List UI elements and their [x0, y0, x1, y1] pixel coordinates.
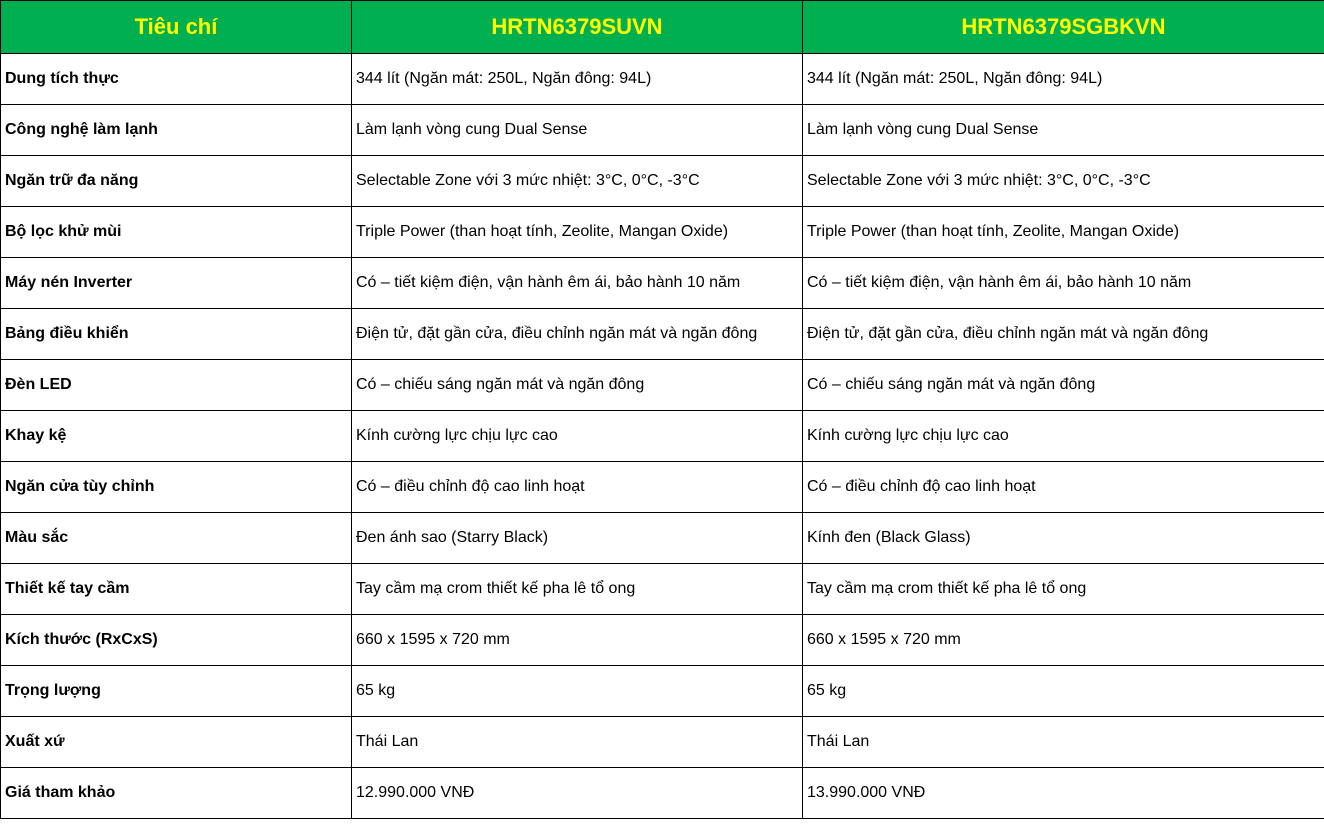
table-row: [1, 54, 1324, 105]
model-b-cell: Làm lạnh vòng cung Dual Sense: [803, 105, 1324, 156]
criteria-cell: Bảng điều khiển: [1, 309, 352, 360]
criteria-cell: Xuất xứ: [1, 717, 352, 768]
model-a-cell: Có – chiếu sáng ngăn mát và ngăn đông: [352, 360, 803, 411]
header-criteria: Tiêu chí: [1, 1, 352, 54]
criteria-cell: Thiết kế tay cầm: [1, 564, 352, 615]
model-a-cell: Có – điều chỉnh độ cao linh hoạt: [352, 462, 803, 513]
model-a-cell: 660 x 1595 x 720 mm: [352, 615, 803, 666]
table-row: [1, 309, 1324, 360]
header-model-b: HRTN6379SGBKVN: [803, 1, 1324, 54]
criteria-cell: Công nghệ làm lạnh: [1, 105, 352, 156]
model-b-cell: Thái Lan: [803, 717, 1324, 768]
model-a-cell: Triple Power (than hoạt tính, Zeolite, Mangan Oxide): [352, 207, 803, 258]
criteria-cell: Dung tích thực: [1, 54, 352, 105]
criteria-cell: Kích thước (RxCxS): [1, 615, 352, 666]
model-a-cell: 65 kg: [352, 666, 803, 717]
model-b-cell: Tay cầm mạ crom thiết kế pha lê tổ ong: [803, 564, 1324, 615]
model-a-cell: Làm lạnh vòng cung Dual Sense: [352, 105, 803, 156]
model-a-cell: Có – tiết kiệm điện, vận hành êm ái, bảo hành 10 năm: [352, 258, 803, 309]
header-row: [1, 1, 1324, 54]
model-a-cell: Đen ánh sao (Starry Black): [352, 513, 803, 564]
table-row: [1, 360, 1324, 411]
table-row: [1, 462, 1324, 513]
table-row: [1, 105, 1324, 156]
model-b-cell: 65 kg: [803, 666, 1324, 717]
model-b-cell: Triple Power (than hoạt tính, Zeolite, Mangan Oxide): [803, 207, 1324, 258]
model-b-cell: 660 x 1595 x 720 mm: [803, 615, 1324, 666]
table-row: [1, 666, 1324, 717]
criteria-cell: Đèn LED: [1, 360, 352, 411]
table-header: [1, 1, 1324, 54]
criteria-cell: Giá tham khảo: [1, 768, 352, 819]
model-b-cell: Kính cường lực chịu lực cao: [803, 411, 1324, 462]
table-row: [1, 207, 1324, 258]
model-b-cell: Điện tử, đặt gần cửa, điều chỉnh ngăn mát và ngăn đông: [803, 309, 1324, 360]
model-a-cell: 12.990.000 VNĐ: [352, 768, 803, 819]
criteria-cell: Bộ lọc khử mùi: [1, 207, 352, 258]
table-row: [1, 564, 1324, 615]
criteria-cell: Trọng lượng: [1, 666, 352, 717]
criteria-cell: Máy nén Inverter: [1, 258, 352, 309]
criteria-cell: Khay kệ: [1, 411, 352, 462]
criteria-cell: Màu sắc: [1, 513, 352, 564]
table-row: [1, 717, 1324, 768]
model-b-cell: Có – chiếu sáng ngăn mát và ngăn đông: [803, 360, 1324, 411]
model-b-cell: Có – điều chỉnh độ cao linh hoạt: [803, 462, 1324, 513]
table-row: [1, 768, 1324, 819]
model-b-cell: 13.990.000 VNĐ: [803, 768, 1324, 819]
table-body: [1, 54, 1324, 819]
criteria-cell: Ngăn trữ đa năng: [1, 156, 352, 207]
model-b-cell: 344 lít (Ngăn mát: 250L, Ngăn đông: 94L): [803, 54, 1324, 105]
criteria-cell: Ngăn cửa tùy chỉnh: [1, 462, 352, 513]
table-row: [1, 615, 1324, 666]
model-b-cell: Kính đen (Black Glass): [803, 513, 1324, 564]
model-a-cell: Kính cường lực chịu lực cao: [352, 411, 803, 462]
table-row: [1, 258, 1324, 309]
model-b-cell: Selectable Zone với 3 mức nhiệt: 3°C, 0°C, -3°C: [803, 156, 1324, 207]
model-a-cell: Thái Lan: [352, 717, 803, 768]
model-a-cell: Tay cầm mạ crom thiết kế pha lê tổ ong: [352, 564, 803, 615]
table-row: [1, 411, 1324, 462]
header-model-a: HRTN6379SUVN: [352, 1, 803, 54]
model-a-cell: Selectable Zone với 3 mức nhiệt: 3°C, 0°C, -3°C: [352, 156, 803, 207]
model-a-cell: Điện tử, đặt gần cửa, điều chỉnh ngăn mát và ngăn đông: [352, 309, 803, 360]
table-row: [1, 513, 1324, 564]
model-a-cell: 344 lít (Ngăn mát: 250L, Ngăn đông: 94L): [352, 54, 803, 105]
model-b-cell: Có – tiết kiệm điện, vận hành êm ái, bảo hành 10 năm: [803, 258, 1324, 309]
table-row: [1, 156, 1324, 207]
